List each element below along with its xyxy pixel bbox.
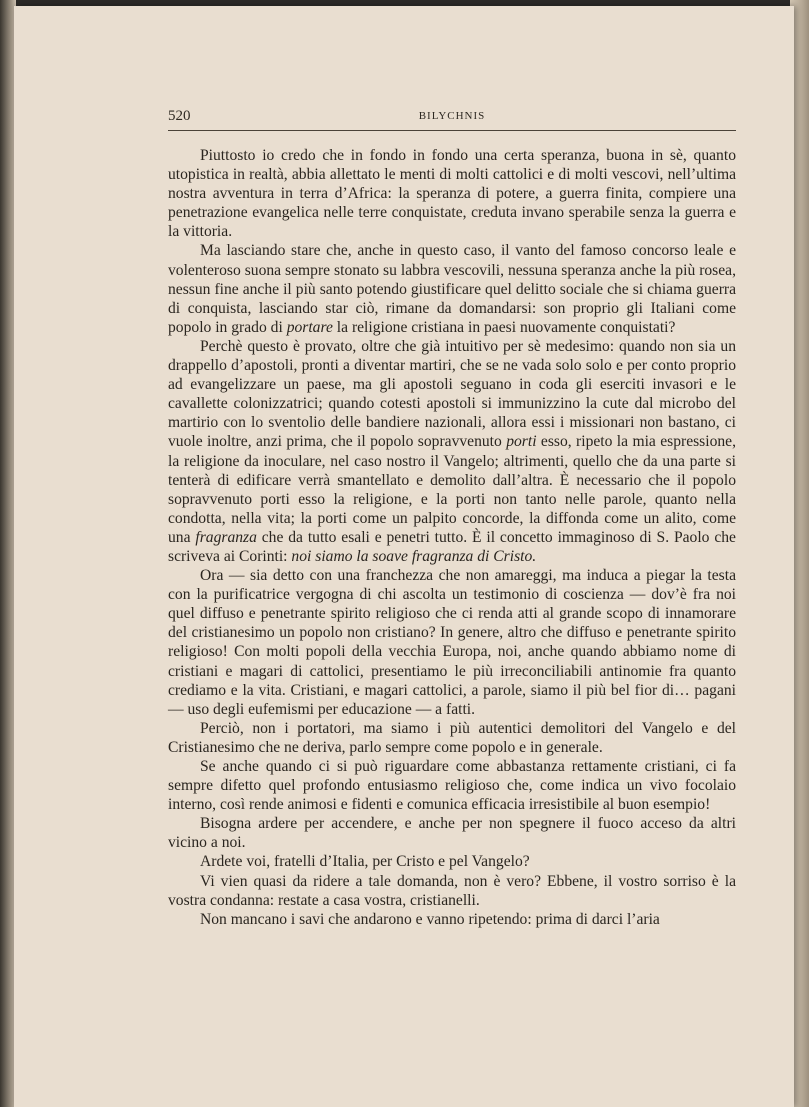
italic-emphasis: fragranza bbox=[195, 528, 257, 546]
paragraph: Se anche quando ci si può riguardare come abbastanza rettamente cristiani, ci fa sempre difetto quel profondo entusiasmo religioso che, come indica un vivo focolaio interno, così rende animosi e fidenti e comunica efficacia irresistibile al buon esempio! bbox=[168, 758, 736, 814]
running-title: BILYCHNIS bbox=[418, 110, 486, 122]
paragraph: Perchè questo è provato, oltre che già intuitivo per sè medesimo: quando non sia un drappello d’apostoli, pronti a diventar martiri, che se ne vada solo solo e per conto proprio ad evangelizzare un paese, ma gli apostoli seguano in coda gli eserciti invasori e le cavallette colonizzatrici; quando cotesti apostoli si immunizzino la cute dal microbo del martirio con lo sventolio delle bandiere nazionali, allora essi i missionari non bastano, ci vuole inoltre, anzi prima, che il popolo sopravvenuto porti esso, ripeto la mia espressione, la religione da inoculare, nel caso nostro il Vangelo; altrimenti, quello che da una parte si tenterà di edificare verrà smantellato e demolito dall’altra. È necessario che il popolo sopravvenuto porti esso la religione, e la porti non tanto nelle parole, quanto nella condotta, nella vita; la porti come un palpito concorde, la diffonda come un alito, come una fragranza che da tutto esali e penetri tutto. È il concetto immaginoso di S. Paolo che scriveva ai Corinti: noi siamo la soave fragranza di Cristo. bbox=[168, 337, 736, 565]
paragraph: Perciò, non i portatori, ma siamo i più autentici demolitori del Vangelo e del Cristianesimo che ne deriva, parlo sempre come popolo e in generale. bbox=[168, 719, 736, 756]
body-text bbox=[168, 146, 736, 929]
paragraph: Vi vien quasi da ridere a tale domanda, non è vero? Ebbene, il vostro sorriso è la vostra condanna: restate a casa vostra, cristianelli. bbox=[168, 872, 736, 909]
paragraph: Ardete voi, fratelli d’Italia, per Cristo e pel Vangelo? bbox=[200, 853, 530, 871]
page-header bbox=[168, 108, 736, 131]
italic-quotation: noi siamo la soave fragranza di Cristo. bbox=[291, 547, 537, 565]
paragraph: Bisogna ardere per accendere, e anche per non spegnere il fuoco acceso da altri vicino a noi. bbox=[168, 815, 736, 852]
paragraph: Ora — sia detto con una franchezza che non amareggi, ma induca a piegar la testa con la purificatrice vergogna di chi ascolta un testimonio di coscienza — dov’è fra noi quel diffuso e penetrante spirito religioso che ci renda atti al grande scopo di innamorare del cristianesimo un popolo non cristiano? In genere, altro che diffuso e penetrante spirito religioso! Con molti popoli della vecchia Europa, noi, anche quando abbiamo nome di cristiani e magari di cattolici, presentiamo le più irreconciliabili antinomie fra quanto crediamo e la vita. Cristiani, e magari cattolici, a parole, siamo il più bel fior di… pagani — uso degli eufemismi per educazione — a fatti. bbox=[168, 567, 736, 718]
paragraph: Piuttosto io credo che in fondo in fondo una certa speranza, buona in sè, quanto utopistica in realtà, abbia allettato le menti di molti cattolici e di molti vescovi, nell’ultima nostra avventura in terra d’Africa: la speranza di potere, a guerra finita, compiere una penetrazione evangelica nelle terre conquistate, creduta invano sperabile senza la guerra e la vittoria. bbox=[168, 147, 736, 241]
paragraph: Non mancano i savi che andarono e vanno ripetendo: prima di darci l’aria bbox=[200, 910, 660, 928]
paragraph: Ma lasciando stare che, anche in questo caso, il vanto del famoso concorso leale e volenteroso suona sempre stonato su labbra vescovili, nessuna speranza anche la più rosea, nessun fine anche il più santo potendo giustificare quel delitto sociale che si chiama guerra di conquista, lasciando star ciò, rimane da domandarsi: son proprio gli Italiani come popolo in grado di portare la religione cristiana in paesi nuovamente conquistati? bbox=[168, 242, 736, 336]
page-number: 520 bbox=[168, 108, 191, 124]
italic-emphasis: porti bbox=[506, 433, 537, 451]
italic-emphasis: portare bbox=[286, 318, 333, 336]
